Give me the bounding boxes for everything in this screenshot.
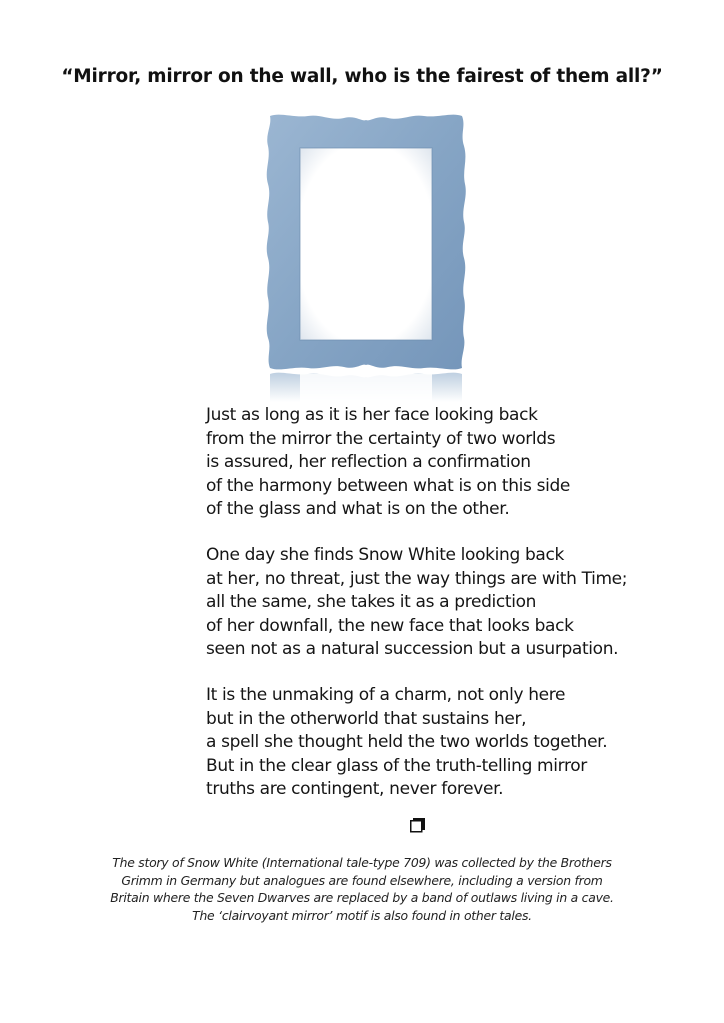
- end-square-icon: [410, 818, 425, 833]
- poem-line: It is the unmaking of a charm, not only here: [206, 684, 566, 705]
- poem-line: from the mirror the certainty of two worlds: [206, 428, 556, 449]
- ornate-mirror-frame-icon: [260, 112, 472, 402]
- poem-line: of the harmony between what is on this side: [206, 475, 571, 496]
- poem-line: One day she finds Snow White looking back: [206, 544, 564, 565]
- poem-line: of the glass and what is on the other.: [206, 499, 510, 520]
- poem-line: but in the otherworld that sustains her,: [206, 708, 527, 729]
- poem-stanza: [206, 404, 686, 522]
- poem-line: Just as long as it is her face looking back: [206, 405, 538, 425]
- poem-line: all the same, she takes it as a prediction: [206, 592, 537, 613]
- footnote-line: The story of Snow White (International tale-type 709) was collected by the Brothers: [112, 855, 612, 870]
- page-title: “Mirror, mirror on the wall, who is the fairest of them all?”: [61, 66, 663, 87]
- footnote-line: Grimm in Germany but analogues are found elsewhere, including a version from: [121, 872, 603, 888]
- poem-line: is assured, her reflection a confirmation: [206, 452, 531, 473]
- poem-line: truths are contingent, never forever.: [206, 779, 504, 800]
- poem-line: of her downfall, the new face that looks back: [206, 615, 574, 636]
- poem-line: But in the clear glass of the truth-telling mirror: [206, 755, 587, 776]
- footnote-line: Britain where the Seven Dwarves are replaced by a band of outlaws living in a cave.: [110, 890, 614, 906]
- poem-stanza: [206, 544, 686, 662]
- poem: [206, 404, 686, 824]
- footnote-line: The ‘clairvoyant mirror’ motif is also found in other tales.: [192, 907, 532, 923]
- poem-line: a spell she thought held the two worlds together.: [206, 732, 608, 753]
- poem-line: seen not as a natural succession but a usurpation.: [206, 639, 619, 660]
- poem-stanza: [206, 684, 686, 802]
- poem-line: at her, no threat, just the way things are with Time;: [206, 568, 628, 589]
- footnote: [40, 854, 684, 924]
